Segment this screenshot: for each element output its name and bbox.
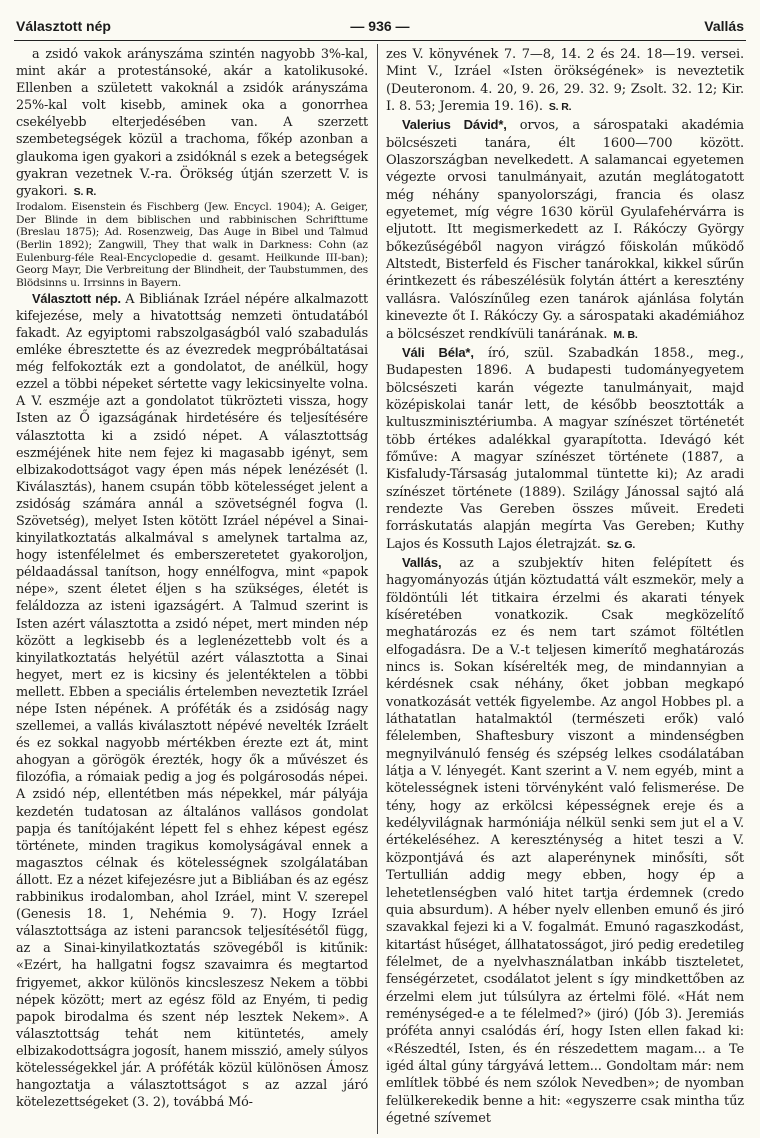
author-signature: S. R. <box>548 101 572 114</box>
author-signature: S. R. <box>73 185 97 198</box>
entry-headword: Valerius Dávid*, <box>402 117 520 133</box>
entry-text: az a szubjektív hiten felépített és hagyományozás útján köztudattá vált eszmekör, mely a földöntúli lét titkaira érzelmi és akarati tények kíséretében vonatkozik. Csak megközelítő meghatározás ez és nem tart számot föltétlen elfogadásra. De a V.-t teljesen kimerítő meghatározás nincs is. Sokan kísérelték meg, de mindannyian a kérdésnek csak néhány, őket jobban megkapó vonatkozását vették figyelembe. Az angol Hobbes pl. a láthatatlan hatalmaktól (természeti erők) való félelemben, Shaftesbury viszont a mindenségben megnyilvánuló fenség és szépség lelkes csodálatában látja a V. lényegét. Kant szerint a V. nem egyéb, mint a kötelességnek isteni törvényként való felismerése. De tény, hogy az erkölcsi képességnek ereje és a kedélyvilágnak harmóniája nélkül senki sem jut el a V. értékeléséhez. A kereszténység a hitet teszi a V. központjává és azt alaperénynek minősíti, sőt Tertullián addig megy ebben, hogy ép a lehetetlenségben való hitet tartja érdemnek (credo quia absurdum). A héber nyelv ellenben emunő és jiró szavakkal fejezi ki a V. fogalmát. Emunó ragaszkodást, kitartást hűséget, állhatatosságot, jiró pedig eredetileg félelmet, de a nyelvhasználatban inkább tiszteletet, fenségérzetet, csodálatot jelent s így mindkettőben az érzelmi elem jut túlsúlyra az értelmi fölé. «Hát nem reménységed-e a te félelmed?» (jiró) (Jób 3). Jeremiás próféta annyi csalódás érí, hogy Isten ellen fakad ki: «Részedtél, Isten, és én részedettem magam... a Te igéd által gúny tárgyává lettem... Gondoltam már: nem említlek többé és nem szólok Nevedben»; de nyomban felülkerekedik benne a hit: «egyszerre csak mintha tűz égetné szívemet <box>386 555 744 1126</box>
dictionary-entry <box>386 116 744 343</box>
author-signature: M. B. <box>613 328 638 341</box>
running-header <box>16 18 744 38</box>
entry-continuation <box>16 46 368 201</box>
entry-text: író, szül. Szabadkán 1858., meg., Budapesten 1896. A budapesti tudományegyetem bölcsészeti karán végezte tanulmányait, majd középiskolai tanár lett, de később beosztották a kultuszminisztériumba. A magyar színészet történetét több értékes adalékkal gyarapította. Idevágó két főműve: A magyar színészet története (1887, a Kisfaludy-Társaság jutalommal tüntette ki); Az aradi színészet története (1889). Szilágy Jánossal sajtó alá rendezte Vas Gereben összes műveit. Eredeti forráskutatás alapján megírta Vas Gereben; Kuthy Lajos és Kossuth Lajos életrajzát. <box>386 345 745 552</box>
entry-headword: Választott nép. <box>32 290 126 306</box>
page-number: — 936 — <box>350 18 410 34</box>
entry-headword: Vallás, <box>402 554 460 570</box>
author-signature: Sz. G. <box>606 538 636 551</box>
header-rule <box>14 40 746 41</box>
bibliography-note <box>16 201 368 290</box>
dictionary-entry <box>16 290 368 1112</box>
entry-headword: Váli Béla*, <box>402 344 488 360</box>
column-divider <box>377 44 378 1134</box>
dictionary-entry <box>386 344 744 554</box>
entry-text: zes V. könyvének 7. 7—8, 14. 2 és 24. 18—19. versei. Mint V., Izráel «Isten örökségének» is neveztetik (Deuteronom. 4. 20, 9. 26, 29. 32. 9; Zsolt. 32. 12; Kir. I. 8. 53; Jeremia 19. 16). <box>386 47 744 115</box>
entry-continuation <box>386 46 744 116</box>
bibliography-text: Irodalom. Eisenstein és Fischberg (Jew. Encycl. 1904); A. Geiger, Der Blinde in dem biblischen und rabbinischen Schrifttume (Breslau 1875); Ad. Rosenzweig, Das Auge in Bibel und Talmud (Berlin 1892); Zangwill, They that walk in Darkness: Cohn (az Eulenburg-féle Real-Encyclopedie d. gesamt. Heilkunde III-ban); Georg Mayr, Die Verbreitung der Blindheit, der Taubstummen, des Blödsinns u. Irrsinns in Bayern. <box>16 200 368 290</box>
header-right-term: Vallás <box>704 18 744 34</box>
entry-text: a zsidó vakok arányszáma szintén nagyobb 3%-kal, mint akár a protestánsoké, akár a katolikusoké. Ellenben a született vakoknál a zsidók arányszáma 25%-kal volt kisebb, aminek oka a gonorrhea csekélyebb elterjedésében van. A szerzett szembetegségek közül a trachoma, főkép azonban a glaukoma igen gyakori a zsidóknál s ezek a betegségek gyakran vezetnek V.-ra. Örökség útján szerzett V. is gyakori. <box>16 47 368 199</box>
entry-text: A Bibliának Izráel népére alkalmazott kifejezése, mely a hivatottság nemzeti öntudatából fakadt. Az egyiptomi rabszolgaságból való szabadulás emléke ébresztette és az évezredek megpróbáltatásai még felfokozták ezt a gondolatot, de anélkül, hogy ezzel a többi népeket sértette vagy lekicsinyelte volna. A V. eszméje azt a gondolatot tükrözteti vissza, hogy Isten az Ő igazságának hirdetésére és teljesítésére választotta ki a zsidó népet. A választottság eszméjének hite nem fejez ki magasabb igényt, sem elbizakodottságot vagy épen más népek lenézését (l. Kiválasztás), hanem csupán több kötelességet jelent a zsidóság számára annál a szövetségnél fogva (l. Szövetség), melyet Isten kötött Izráel népével a Sinai-kinyilatkoztatás alkalmával s amelynek tartalma az, hogy istenfélelmet és emberszeretetet gyakoroljon, példaadással tanítson, hogy ennélfogva, mint «papok népe», szent életet éljen s ha szükséges, életét is feláldozza az isteni igazságért. A Talmud szerint is Isten azért választotta a zsidó népet, mert minden nép között a legkisebb és a leglenézettebb volt és a kinyilatkoztatás helyétül azért választotta a Sinai hegyet, mert ez is kicsiny és jelentéktelen a többi mellett. Ebben a speciális értelemben neveztetik Izráel népe Isten népének. A próféták és a zsidóság nagy szellemei, a vallás kiválasztott népévé nevelték Izráelt és ez sokkal nagyobb mértékben érezte ezt át, mint ahogyan a görögök érezték, hogy ők a művészet és filozófia, a rómaiak pedig a jog és polgárosodás népei. A zsidó nép, ellentétben más népekkel, már pályája kezdetén tudatosan az általános vallásos gondolat papja és tanítójaként lépett fel s ehhez képest egész története, minden tragikus komolyságával ennek a magasztos célnak és kötelességnek szolgálatában állott. Ez a nézet kifejezésre jut a Bibliában és az egész rabbinikus irodalomban, ahol Izráel, mint V. szerepel (Genesis 18. 1, Nehémia 9. 7). Hogy Izráel választottsága az isteni parancsok teljesítésétől függ, az a Sinai-kinyilatkoztatás szövegéből is kitűnik: «Ezért, ha hallgatni fogsz szavaimra és megtartod frigyemet, akkor különös kincsleszesz Nekem a többi népek között; mert az egész föld az Enyém, ti pedig papok birodalma és szent nép lesztek Nekem». A választottság tehát nem kitüntetés, amely elbizakodottságra jogosít, hanem misszió, amely súlyos kötelességekkel jár. A próféták közül különösen Ámosz hangoztatja a választottságot s az azzal járó kötelezettségeket (3. 2), továbbá Mó- <box>16 291 368 1111</box>
dictionary-entry <box>386 554 744 1127</box>
header-left-term: Választott nép <box>16 18 111 34</box>
left-column <box>16 46 368 1111</box>
entry-text: orvos, a sárospataki akadémia bölcsészeti tanára, élt 1600—700 között. Olaszországban nevelkedett. A salamancai egyetemen végezte orvosi tanulmányait, azután meglátogatott még néhány spanyolországi, francia és olasz egyetemet, míg végre 1630 körül Gyulafehérvárra is eljutott. Itt megismerkedett az I. Rákóczy György bőkezűségéből nagyon virágzó főiskolán működő Altstedt, Bisterfeld és Fischer tanárokkal, kikkel sűrűn érintkezett és rábeszélésük folytán áttért a keresztény vallásra. Valószínűleg ezen tanárok ajánlása folytán kinevezte őt I. Rákóczy Gy. a sárospataki akadémiához a bölcsészet rendkívüli tanárának. <box>386 118 744 342</box>
right-column <box>386 46 744 1127</box>
